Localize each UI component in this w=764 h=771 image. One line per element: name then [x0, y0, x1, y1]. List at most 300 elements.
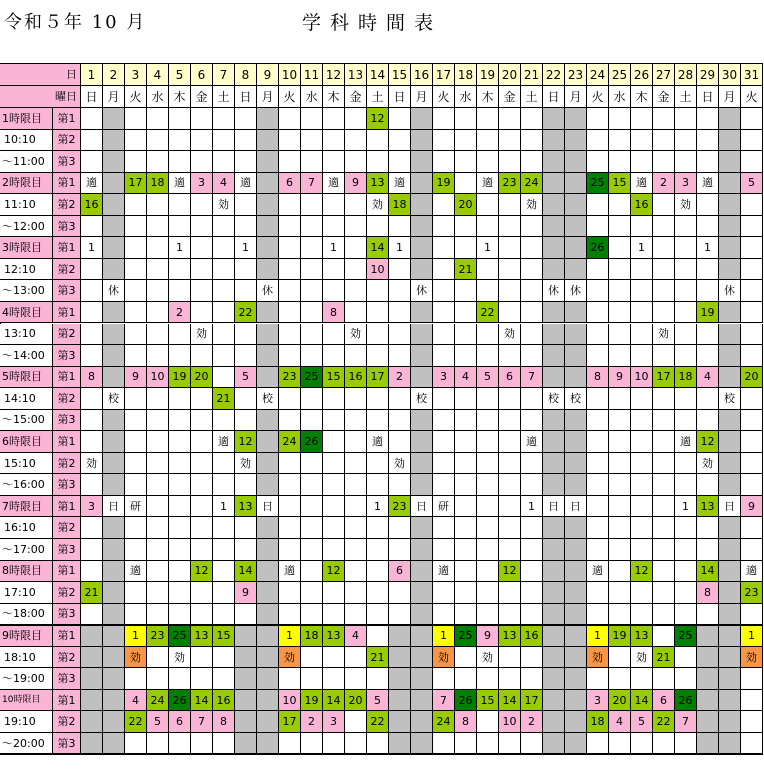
schedule-cell: [455, 582, 477, 604]
schedule-cell: [81, 410, 103, 432]
schedule-cell: [565, 216, 587, 238]
schedule-entry: 21: [213, 388, 235, 410]
schedule-cell: [675, 324, 697, 346]
schedule-cell: [147, 539, 169, 561]
schedule-cell: [543, 517, 565, 539]
schedule-entry: 26: [587, 237, 609, 259]
schedule-cell: [235, 690, 257, 712]
schedule-entry: 7: [301, 173, 323, 195]
schedule-cell: [565, 194, 587, 216]
schedule-cell: [169, 453, 191, 475]
schedule-cell: [279, 668, 301, 690]
schedule-entry: 14: [631, 690, 653, 712]
schedule-cell: [675, 130, 697, 152]
schedule-cell: [741, 410, 763, 432]
schedule-cell: [565, 690, 587, 712]
schedule-entry: 5: [741, 173, 763, 195]
schedule-cell: [411, 474, 433, 496]
sub-row-label: 第2: [53, 711, 81, 733]
day-number-cell: 30: [719, 64, 741, 86]
schedule-cell: [741, 345, 763, 367]
schedule-cell: [697, 259, 719, 281]
schedule-cell: [81, 561, 103, 583]
weekday-cell: 月: [103, 86, 125, 108]
schedule-cell: [587, 194, 609, 216]
sub-row-label: 第1: [53, 496, 81, 518]
schedule-cell: [587, 130, 609, 152]
schedule-cell: [345, 237, 367, 259]
schedule-cell: [433, 474, 455, 496]
schedule-cell: [587, 474, 609, 496]
schedule-cell: [587, 259, 609, 281]
schedule-cell: [587, 517, 609, 539]
schedule-cell: [741, 690, 763, 712]
schedule-cell: [741, 517, 763, 539]
schedule-cell: [455, 410, 477, 432]
schedule-cell: [235, 259, 257, 281]
schedule-cell: [169, 474, 191, 496]
schedule-cell: [411, 237, 433, 259]
sub-row-label: 第3: [53, 539, 81, 561]
schedule-entry: 13: [191, 625, 213, 647]
schedule-cell: [389, 517, 411, 539]
schedule-entry: 6: [499, 367, 521, 389]
schedule-entry: 13: [697, 496, 719, 518]
schedule-entry: 5: [367, 690, 389, 712]
schedule-cell: [125, 302, 147, 324]
schedule-cell: [411, 625, 433, 647]
schedule-cell: [631, 130, 653, 152]
schedule-cell: [741, 539, 763, 561]
schedule-cell: [169, 280, 191, 302]
schedule-cell: [587, 431, 609, 453]
schedule-cell: [565, 302, 587, 324]
schedule-cell: [81, 108, 103, 130]
schedule-entry: 20: [609, 690, 631, 712]
schedule-cell: [103, 582, 125, 604]
schedule-cell: [631, 431, 653, 453]
schedule-cell: [411, 733, 433, 755]
day-number-cell: 17: [433, 64, 455, 86]
weekday-cell: 水: [147, 86, 169, 108]
schedule-entry: 25: [675, 625, 697, 647]
schedule-entry: 26: [169, 690, 191, 712]
period-name: 10時限目: [0, 690, 53, 712]
weekday-cell: 水: [455, 86, 477, 108]
schedule-cell: [323, 410, 345, 432]
schedule-cell: [499, 237, 521, 259]
schedule-cell: [367, 130, 389, 152]
schedule-cell: [191, 108, 213, 130]
schedule-cell: [653, 259, 675, 281]
schedule-cell: [653, 216, 675, 238]
sub-row-label: 第3: [53, 733, 81, 755]
schedule-entry: 適: [587, 561, 609, 583]
period-end: ～20:00: [0, 733, 53, 755]
sub-row-label: 第3: [53, 216, 81, 238]
schedule-cell: [235, 625, 257, 647]
schedule-cell: [719, 711, 741, 733]
schedule-entry: 16: [521, 625, 543, 647]
schedule-cell: [455, 280, 477, 302]
schedule-cell: [565, 324, 587, 346]
schedule-cell: [81, 647, 103, 669]
schedule-cell: [125, 474, 147, 496]
schedule-entry: 適: [169, 173, 191, 195]
schedule-cell: [631, 582, 653, 604]
schedule-cell: [565, 410, 587, 432]
schedule-cell: [147, 108, 169, 130]
schedule-cell: [257, 539, 279, 561]
schedule-cell: [257, 431, 279, 453]
schedule-cell: [521, 474, 543, 496]
schedule-cell: [323, 151, 345, 173]
period-end: ～13:00: [0, 280, 53, 302]
schedule-cell: [543, 345, 565, 367]
schedule-cell: [235, 711, 257, 733]
schedule-cell: [411, 259, 433, 281]
schedule-cell: [477, 345, 499, 367]
schedule-cell: [125, 517, 147, 539]
weekday-cell: 木: [323, 86, 345, 108]
schedule-cell: [741, 733, 763, 755]
period-start: 18:10: [0, 647, 53, 669]
schedule-cell: [213, 453, 235, 475]
schedule-entry: 8: [81, 367, 103, 389]
schedule-cell: [147, 431, 169, 453]
schedule-cell: [631, 302, 653, 324]
schedule-cell: [213, 474, 235, 496]
schedule-cell: [411, 130, 433, 152]
schedule-cell: [191, 474, 213, 496]
schedule-entry: 13: [323, 625, 345, 647]
schedule-entry: 適: [125, 561, 147, 583]
schedule-cell: [433, 345, 455, 367]
schedule-entry: 休: [719, 280, 741, 302]
schedule-entry: 9: [741, 496, 763, 518]
schedule-cell: [103, 302, 125, 324]
schedule-cell: [147, 388, 169, 410]
day-number-cell: 25: [609, 64, 631, 86]
schedule-cell: [301, 539, 323, 561]
schedule-cell: [587, 668, 609, 690]
schedule-cell: [587, 733, 609, 755]
schedule-cell: [433, 539, 455, 561]
schedule-cell: [455, 237, 477, 259]
schedule-cell: [147, 496, 169, 518]
schedule-cell: [389, 539, 411, 561]
weekday-cell: 木: [477, 86, 499, 108]
schedule-cell: [345, 453, 367, 475]
schedule-cell: [565, 647, 587, 669]
schedule-entry: 1: [235, 237, 257, 259]
schedule-cell: [147, 410, 169, 432]
schedule-cell: [301, 733, 323, 755]
schedule-cell: [411, 539, 433, 561]
schedule-cell: [169, 733, 191, 755]
schedule-cell: [367, 151, 389, 173]
schedule-cell: [191, 582, 213, 604]
schedule-cell: [719, 604, 741, 626]
schedule-cell: [455, 474, 477, 496]
schedule-entry: 1: [587, 625, 609, 647]
schedule-cell: [235, 345, 257, 367]
schedule-cell: [367, 453, 389, 475]
schedule-cell: [257, 367, 279, 389]
schedule-cell: [521, 130, 543, 152]
schedule-entry: 3: [191, 173, 213, 195]
schedule-cell: [433, 302, 455, 324]
schedule-entry: 日: [719, 496, 741, 518]
schedule-cell: [125, 324, 147, 346]
schedule-cell: [389, 625, 411, 647]
schedule-cell: [477, 280, 499, 302]
period-start: 19:10: [0, 711, 53, 733]
schedule-cell: [147, 324, 169, 346]
schedule-entry: 25: [301, 367, 323, 389]
schedule-cell: [411, 367, 433, 389]
schedule-cell: [169, 431, 191, 453]
schedule-cell: [367, 324, 389, 346]
schedule-cell: [169, 216, 191, 238]
schedule-cell: [345, 582, 367, 604]
schedule-cell: [389, 130, 411, 152]
schedule-cell: [499, 194, 521, 216]
schedule-entry: 14: [235, 561, 257, 583]
schedule-entry: 24: [521, 173, 543, 195]
schedule-cell: [521, 302, 543, 324]
schedule-cell: [301, 194, 323, 216]
schedule-cell: [565, 668, 587, 690]
schedule-cell: [631, 539, 653, 561]
schedule-cell: [741, 431, 763, 453]
schedule-cell: [477, 539, 499, 561]
schedule-cell: [411, 194, 433, 216]
schedule-entry: 効: [279, 647, 301, 669]
schedule-cell: [653, 388, 675, 410]
schedule-cell: [147, 216, 169, 238]
schedule-cell: [389, 690, 411, 712]
schedule-cell: [543, 324, 565, 346]
schedule-cell: [103, 367, 125, 389]
schedule-cell: [411, 431, 433, 453]
schedule-cell: [257, 194, 279, 216]
schedule-cell: [257, 216, 279, 238]
schedule-cell: [455, 388, 477, 410]
schedule-cell: [653, 733, 675, 755]
schedule-cell: [543, 410, 565, 432]
schedule-cell: [235, 517, 257, 539]
schedule-cell: [477, 474, 499, 496]
schedule-cell: [323, 582, 345, 604]
schedule-entry: 23: [147, 625, 169, 647]
schedule-cell: [81, 388, 103, 410]
schedule-entry: 26: [455, 690, 477, 712]
schedule-cell: [477, 388, 499, 410]
schedule-cell: [631, 108, 653, 130]
schedule-cell: [125, 237, 147, 259]
schedule-cell: [279, 604, 301, 626]
schedule-cell: [301, 496, 323, 518]
schedule-cell: [609, 130, 631, 152]
schedule-cell: [389, 345, 411, 367]
schedule-entry: 23: [389, 496, 411, 518]
schedule-cell: [719, 410, 741, 432]
schedule-cell: [323, 388, 345, 410]
schedule-entry: 6: [279, 173, 301, 195]
sub-row-label: 第3: [53, 280, 81, 302]
schedule-cell: [389, 431, 411, 453]
schedule-cell: [103, 173, 125, 195]
schedule-cell: [389, 388, 411, 410]
schedule-cell: [631, 733, 653, 755]
schedule-cell: [147, 453, 169, 475]
schedule-cell: [587, 216, 609, 238]
schedule-cell: [587, 582, 609, 604]
schedule-cell: [455, 561, 477, 583]
schedule-cell: [587, 388, 609, 410]
schedule-cell: [367, 474, 389, 496]
schedule-cell: [521, 237, 543, 259]
schedule-cell: [367, 302, 389, 324]
schedule-cell: [279, 130, 301, 152]
schedule-cell: [213, 130, 235, 152]
schedule-cell: [323, 130, 345, 152]
schedule-entry: 効: [433, 647, 455, 669]
schedule-cell: [213, 237, 235, 259]
period-start: 13:10: [0, 324, 53, 346]
schedule-cell: [565, 604, 587, 626]
schedule-cell: [235, 280, 257, 302]
schedule-cell: [147, 151, 169, 173]
period-name: 8時限目: [0, 561, 53, 583]
sub-row-label: 第2: [53, 517, 81, 539]
schedule-cell: [609, 237, 631, 259]
schedule-cell: [345, 130, 367, 152]
schedule-cell: [345, 388, 367, 410]
schedule-cell: [543, 474, 565, 496]
schedule-cell: [257, 302, 279, 324]
schedule-cell: [543, 539, 565, 561]
schedule-cell: [587, 280, 609, 302]
schedule-cell: [345, 151, 367, 173]
schedule-cell: [279, 151, 301, 173]
sub-row-label: 第1: [53, 625, 81, 647]
schedule-entry: 18: [587, 711, 609, 733]
schedule-entry: 19: [301, 690, 323, 712]
schedule-cell: [455, 302, 477, 324]
schedule-cell: [81, 690, 103, 712]
schedule-cell: [587, 324, 609, 346]
schedule-cell: [609, 539, 631, 561]
day-number-cell: 5: [169, 64, 191, 86]
schedule-cell: [455, 173, 477, 195]
schedule-cell: [521, 539, 543, 561]
schedule-cell: [587, 345, 609, 367]
schedule-entry: 21: [455, 259, 477, 281]
schedule-cell: [235, 539, 257, 561]
schedule-cell: [653, 280, 675, 302]
schedule-cell: [499, 151, 521, 173]
schedule-cell: [103, 151, 125, 173]
schedule-cell: [565, 151, 587, 173]
schedule-cell: [499, 496, 521, 518]
schedule-cell: [191, 259, 213, 281]
schedule-cell: [125, 108, 147, 130]
schedule-cell: [543, 582, 565, 604]
schedule-cell: [653, 237, 675, 259]
schedule-cell: [367, 539, 389, 561]
schedule-cell: [697, 474, 719, 496]
schedule-cell: [521, 647, 543, 669]
schedule-cell: [499, 539, 521, 561]
schedule-cell: [323, 194, 345, 216]
period-separator: [0, 236, 763, 237]
schedule-entry: 18: [675, 367, 697, 389]
weekday-cell: 日: [389, 86, 411, 108]
schedule-cell: [521, 733, 543, 755]
schedule-cell: [103, 647, 125, 669]
day-number-cell: 19: [477, 64, 499, 86]
schedule-cell: [213, 345, 235, 367]
schedule-cell: [411, 582, 433, 604]
schedule-cell: [147, 237, 169, 259]
schedule-entry: 19: [433, 173, 455, 195]
schedule-cell: [301, 151, 323, 173]
schedule-cell: [301, 108, 323, 130]
schedule-cell: [587, 453, 609, 475]
day-number-cell: 1: [81, 64, 103, 86]
schedule-cell: [741, 324, 763, 346]
schedule-cell: [587, 151, 609, 173]
period-end: ～15:00: [0, 410, 53, 432]
schedule-entry: 14: [499, 690, 521, 712]
schedule-cell: [103, 668, 125, 690]
schedule-cell: [103, 216, 125, 238]
schedule-cell: [675, 388, 697, 410]
schedule-cell: [697, 194, 719, 216]
weekday-cell: 月: [411, 86, 433, 108]
schedule-cell: [345, 561, 367, 583]
schedule-entry: 2: [169, 302, 191, 324]
period-start: 11:10: [0, 194, 53, 216]
schedule-entry: 1: [213, 496, 235, 518]
schedule-cell: [433, 280, 455, 302]
schedule-cell: [543, 604, 565, 626]
schedule-cell: [169, 108, 191, 130]
schedule-cell: [169, 388, 191, 410]
schedule-cell: [741, 711, 763, 733]
schedule-cell: [433, 324, 455, 346]
schedule-cell: [81, 474, 103, 496]
day-number-cell: 11: [301, 64, 323, 86]
schedule-entry: 26: [675, 690, 697, 712]
schedule-cell: [389, 668, 411, 690]
day-number-cell: 28: [675, 64, 697, 86]
schedule-cell: [147, 130, 169, 152]
weekday-cell: 月: [565, 86, 587, 108]
schedule-cell: [257, 108, 279, 130]
period-separator: [0, 560, 763, 561]
schedule-entry: 17: [279, 711, 301, 733]
schedule-entry: 適: [741, 561, 763, 583]
schedule-cell: [125, 410, 147, 432]
schedule-cell: [279, 108, 301, 130]
schedule-entry: 15: [323, 367, 345, 389]
schedule-entry: 17: [521, 690, 543, 712]
schedule-cell: [323, 647, 345, 669]
schedule-cell: [81, 130, 103, 152]
